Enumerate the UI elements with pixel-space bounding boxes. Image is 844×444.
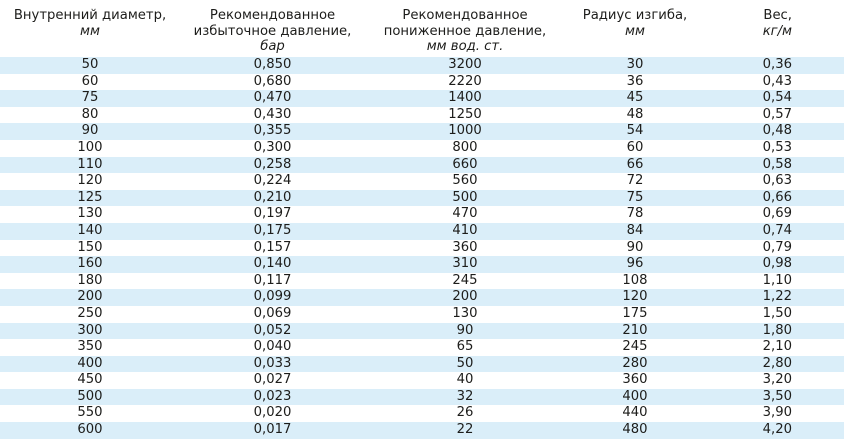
cell-weight: 0,98 xyxy=(705,256,844,273)
cell-inner-diameter: 100 xyxy=(0,140,180,157)
cell-overpressure: 0,040 xyxy=(180,339,365,356)
header-label: Вес, xyxy=(763,8,792,23)
cell-inner-diameter: 150 xyxy=(0,240,180,257)
cell-inner-diameter: 90 xyxy=(0,123,180,140)
cell-bend-radius: 120 xyxy=(565,289,705,306)
table-row xyxy=(0,273,844,290)
cell-overpressure: 0,355 xyxy=(180,123,365,140)
cell-inner-diameter: 300 xyxy=(0,323,180,340)
table-row xyxy=(0,107,844,124)
cell-overpressure: 0,175 xyxy=(180,223,365,240)
table-row xyxy=(0,323,844,340)
cell-overpressure: 0,033 xyxy=(180,356,365,373)
cell-inner-diameter: 400 xyxy=(0,356,180,373)
cell-overpressure: 0,117 xyxy=(180,273,365,290)
cell-bend-radius: 30 xyxy=(565,57,705,74)
cell-weight: 0,43 xyxy=(705,74,844,91)
header-label: Внутренний диаметр, xyxy=(13,8,167,23)
table-row xyxy=(0,389,844,406)
cell-bend-radius: 245 xyxy=(565,339,705,356)
cell-weight: 4,20 xyxy=(705,422,844,439)
cell-overpressure: 0,017 xyxy=(180,422,365,439)
header-unit: кг/м xyxy=(762,23,792,39)
cell-weight: 1,50 xyxy=(705,306,844,323)
cell-weight: 0,74 xyxy=(705,223,844,240)
cell-overpressure: 0,023 xyxy=(180,389,365,406)
cell-inner-diameter: 125 xyxy=(0,190,180,207)
cell-weight: 0,66 xyxy=(705,190,844,207)
cell-overpressure: 0,680 xyxy=(180,74,365,91)
cell-weight: 0,48 xyxy=(705,123,844,140)
cell-inner-diameter: 600 xyxy=(0,422,180,439)
cell-inner-diameter: 180 xyxy=(0,273,180,290)
cell-underpressure: 22 xyxy=(365,422,565,439)
cell-weight: 0,63 xyxy=(705,173,844,190)
cell-underpressure: 660 xyxy=(365,157,565,174)
cell-weight: 3,20 xyxy=(705,372,844,389)
cell-weight: 0,79 xyxy=(705,240,844,257)
cell-bend-radius: 360 xyxy=(565,372,705,389)
cell-inner-diameter: 500 xyxy=(0,389,180,406)
cell-bend-radius: 48 xyxy=(565,107,705,124)
cell-weight: 0,58 xyxy=(705,157,844,174)
cell-inner-diameter: 80 xyxy=(0,107,180,124)
header-row xyxy=(0,0,844,57)
cell-bend-radius: 90 xyxy=(565,240,705,257)
cell-underpressure: 500 xyxy=(365,190,565,207)
cell-bend-radius: 108 xyxy=(565,273,705,290)
header-label-line2: пониженное давление, xyxy=(383,23,547,39)
cell-bend-radius: 54 xyxy=(565,123,705,140)
table-row xyxy=(0,405,844,422)
cell-bend-radius: 66 xyxy=(565,157,705,174)
cell-underpressure: 3200 xyxy=(365,57,565,74)
cell-overpressure: 0,099 xyxy=(180,289,365,306)
cell-underpressure: 200 xyxy=(365,289,565,306)
cell-overpressure: 0,850 xyxy=(180,57,365,74)
table-row xyxy=(0,306,844,323)
cell-underpressure: 130 xyxy=(365,306,565,323)
cell-underpressure: 2220 xyxy=(365,74,565,91)
header-label: Радиус изгиба, xyxy=(582,8,688,23)
cell-underpressure: 360 xyxy=(365,240,565,257)
cell-overpressure: 0,140 xyxy=(180,256,365,273)
cell-overpressure: 0,430 xyxy=(180,107,365,124)
header-overpressure xyxy=(180,0,365,57)
header-inner-diameter xyxy=(0,0,180,57)
cell-underpressure: 50 xyxy=(365,356,565,373)
cell-inner-diameter: 160 xyxy=(0,256,180,273)
header-label: Рекомендованное xyxy=(209,8,336,23)
header-unit: мм xyxy=(80,23,100,39)
cell-inner-diameter: 130 xyxy=(0,206,180,223)
cell-overpressure: 0,020 xyxy=(180,405,365,422)
cell-bend-radius: 480 xyxy=(565,422,705,439)
cell-underpressure: 65 xyxy=(365,339,565,356)
cell-overpressure: 0,258 xyxy=(180,157,365,174)
table-row xyxy=(0,289,844,306)
cell-underpressure: 470 xyxy=(365,206,565,223)
cell-weight: 1,80 xyxy=(705,323,844,340)
header-label-line2: избыточное давление, xyxy=(193,23,352,39)
table-row xyxy=(0,339,844,356)
cell-bend-radius: 400 xyxy=(565,389,705,406)
cell-bend-radius: 84 xyxy=(565,223,705,240)
cell-underpressure: 310 xyxy=(365,256,565,273)
cell-overpressure: 0,052 xyxy=(180,323,365,340)
cell-overpressure: 0,157 xyxy=(180,240,365,257)
table-row xyxy=(0,372,844,389)
cell-bend-radius: 175 xyxy=(565,306,705,323)
cell-weight: 3,50 xyxy=(705,389,844,406)
cell-inner-diameter: 110 xyxy=(0,157,180,174)
table-row xyxy=(0,190,844,207)
cell-underpressure: 800 xyxy=(365,140,565,157)
header-weight xyxy=(705,0,844,57)
table-row xyxy=(0,90,844,107)
cell-underpressure: 1000 xyxy=(365,123,565,140)
table-row xyxy=(0,157,844,174)
cell-inner-diameter: 350 xyxy=(0,339,180,356)
table-row xyxy=(0,173,844,190)
table-row xyxy=(0,223,844,240)
cell-inner-diameter: 60 xyxy=(0,74,180,91)
cell-bend-radius: 60 xyxy=(565,140,705,157)
cell-bend-radius: 280 xyxy=(565,356,705,373)
table-row xyxy=(0,140,844,157)
cell-weight: 2,10 xyxy=(705,339,844,356)
header-unit: бар xyxy=(260,39,285,54)
header-unit: мм вод. ст. xyxy=(426,39,504,54)
cell-overpressure: 0,197 xyxy=(180,206,365,223)
cell-underpressure: 245 xyxy=(365,273,565,290)
table-row xyxy=(0,422,844,439)
header-unit: мм xyxy=(625,23,645,39)
cell-inner-diameter: 75 xyxy=(0,90,180,107)
cell-bend-radius: 72 xyxy=(565,173,705,190)
cell-weight: 0,53 xyxy=(705,140,844,157)
cell-inner-diameter: 550 xyxy=(0,405,180,422)
cell-weight: 3,90 xyxy=(705,405,844,422)
cell-underpressure: 560 xyxy=(365,173,565,190)
cell-weight: 0,69 xyxy=(705,206,844,223)
table-row xyxy=(0,74,844,91)
cell-underpressure: 90 xyxy=(365,323,565,340)
table-row xyxy=(0,256,844,273)
cell-weight: 1,10 xyxy=(705,273,844,290)
cell-bend-radius: 96 xyxy=(565,256,705,273)
cell-underpressure: 1250 xyxy=(365,107,565,124)
cell-overpressure: 0,027 xyxy=(180,372,365,389)
cell-overpressure: 0,224 xyxy=(180,173,365,190)
cell-bend-radius: 440 xyxy=(565,405,705,422)
cell-overpressure: 0,210 xyxy=(180,190,365,207)
cell-underpressure: 26 xyxy=(365,405,565,422)
cell-bend-radius: 36 xyxy=(565,74,705,91)
cell-inner-diameter: 140 xyxy=(0,223,180,240)
header-underpressure xyxy=(365,0,565,57)
cell-weight: 0,54 xyxy=(705,90,844,107)
cell-inner-diameter: 120 xyxy=(0,173,180,190)
header-label: Рекомендованное xyxy=(402,8,528,23)
table-body xyxy=(0,57,844,439)
cell-underpressure: 410 xyxy=(365,223,565,240)
table-row xyxy=(0,123,844,140)
cell-underpressure: 40 xyxy=(365,372,565,389)
cell-weight: 1,22 xyxy=(705,289,844,306)
cell-bend-radius: 210 xyxy=(565,323,705,340)
cell-bend-radius: 75 xyxy=(565,190,705,207)
cell-weight: 2,80 xyxy=(705,356,844,373)
cell-weight: 0,57 xyxy=(705,107,844,124)
cell-inner-diameter: 200 xyxy=(0,289,180,306)
cell-inner-diameter: 250 xyxy=(0,306,180,323)
cell-overpressure: 0,069 xyxy=(180,306,365,323)
cell-inner-diameter: 450 xyxy=(0,372,180,389)
header-bend-radius xyxy=(565,0,705,57)
table-row xyxy=(0,240,844,257)
cell-overpressure: 0,300 xyxy=(180,140,365,157)
cell-bend-radius: 78 xyxy=(565,206,705,223)
cell-overpressure: 0,470 xyxy=(180,90,365,107)
cell-inner-diameter: 50 xyxy=(0,57,180,74)
table-row xyxy=(0,57,844,74)
cell-bend-radius: 45 xyxy=(565,90,705,107)
table-row xyxy=(0,356,844,373)
cell-underpressure: 32 xyxy=(365,389,565,406)
table-row xyxy=(0,206,844,223)
table-header xyxy=(0,0,844,57)
cell-underpressure: 1400 xyxy=(365,90,565,107)
cell-weight: 0,36 xyxy=(705,57,844,74)
